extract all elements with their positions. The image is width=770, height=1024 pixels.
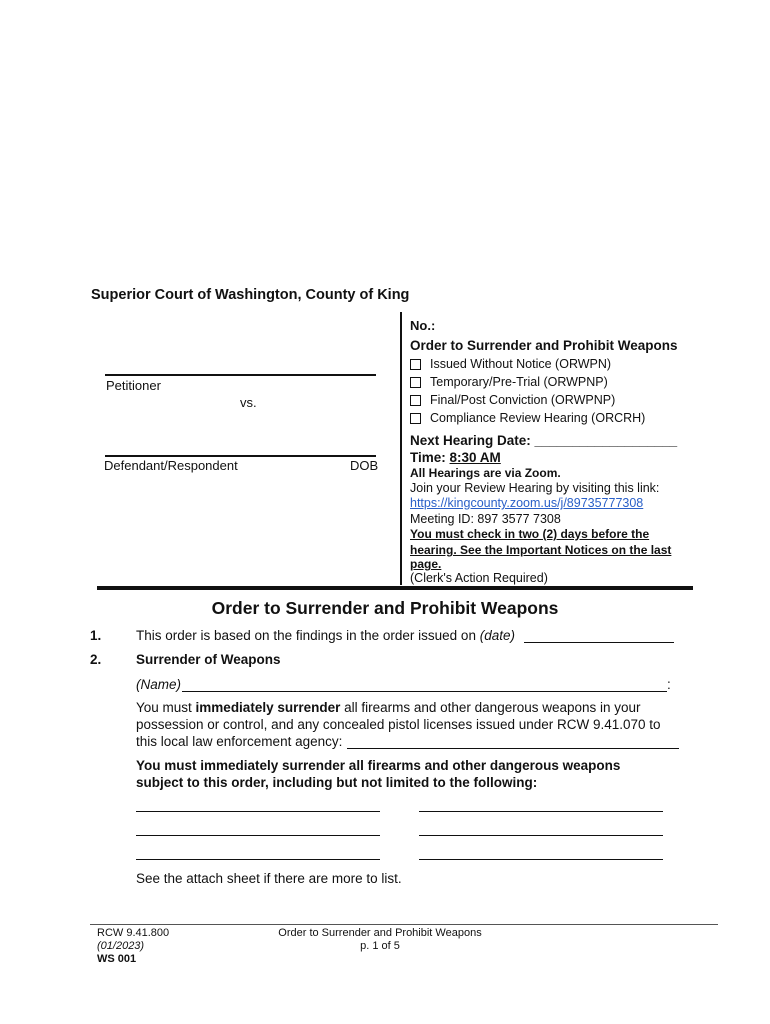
option-label: Issued Without Notice (ORWPN) (430, 357, 612, 371)
option-orwpnp-temporary[interactable] (410, 375, 608, 389)
option-label: Compliance Review Hearing (ORCRH) (430, 411, 646, 425)
agency-field[interactable] (347, 748, 679, 749)
option-orcrh[interactable] (410, 411, 645, 425)
weapons-list-intro-line1: You must immediately surrender all firearms and other dangerous weapons (136, 758, 621, 773)
footer-form-number: WS 001 (97, 953, 137, 965)
weapon-field-2[interactable] (419, 811, 663, 812)
text: all firearms and other dangerous weapons in your (340, 700, 641, 715)
footer-page: p. 1 of 5 (360, 940, 400, 952)
emphasis: immediately surrender (195, 700, 341, 715)
join-text: Join your Review Hearing by visiting this link: (410, 481, 660, 495)
vs-label: vs. (240, 395, 257, 410)
next-hearing-date[interactable]: Next Hearing Date: ___________________ (410, 433, 678, 448)
weapon-field-3[interactable] (136, 835, 380, 836)
name-colon: : (667, 677, 671, 692)
section-2-number: 2. (90, 652, 102, 667)
surrender-paragraph-line3: this local law enforcement agency: (136, 734, 343, 749)
hearing-time (410, 450, 501, 465)
option-orwpnp-final[interactable] (410, 393, 615, 407)
clerk-note: (Clerk's Action Required) (410, 571, 548, 585)
weapons-list-intro-line2: subject to this order, including but not limited to the following: (136, 775, 538, 790)
weapon-field-6[interactable] (419, 859, 663, 860)
footer-date: (01/2023) (97, 940, 145, 952)
main-title: Order to Surrender and Prohibit Weapons (211, 598, 559, 618)
surrender-paragraph-line1 (136, 700, 641, 715)
section-1-sentence: This order is based on the findings in the order issued on (136, 628, 480, 643)
option-label: Temporary/Pre-Trial (ORWPNP) (430, 375, 608, 389)
footer-rule (90, 924, 718, 925)
weapon-field-4[interactable] (419, 835, 663, 836)
petitioner-label: Petitioner (106, 378, 161, 393)
weapon-field-1[interactable] (136, 811, 380, 812)
defendant-label: Defendant/Respondent (104, 458, 238, 473)
attach-note: See the attach sheet if there are more to list. (136, 871, 402, 886)
defendant-line[interactable] (105, 455, 376, 457)
checkbox[interactable] (410, 413, 421, 424)
case-number-label: No.: (410, 318, 436, 333)
option-orwpn[interactable] (410, 357, 611, 371)
section-1-text (136, 628, 515, 643)
name-field[interactable] (182, 691, 667, 692)
time-value: 8:30 AM (449, 450, 501, 465)
checkin-notice-line2: hearing. See the Important Notices on the last (410, 543, 672, 557)
footer-title: Order to Surrender and Prohibit Weapons (278, 927, 482, 939)
date-field[interactable] (524, 642, 674, 643)
caption-divider (400, 312, 402, 585)
dob-label: DOB (350, 458, 379, 473)
court-name: Superior Court of Washington, County of King (91, 287, 410, 303)
section-2-heading: Surrender of Weapons (136, 652, 281, 667)
weapon-field-5[interactable] (136, 859, 380, 860)
checkbox[interactable] (410, 377, 421, 388)
checkin-notice-line1: You must check in two (2) days before the (410, 527, 650, 541)
meeting-id: Meeting ID: 897 3577 7308 (410, 512, 561, 526)
section-1-number: 1. (90, 628, 102, 643)
order-title-caption: Order to Surrender and Prohibit Weapons (410, 338, 678, 353)
option-label: Final/Post Conviction (ORWPNP) (430, 393, 616, 407)
checkbox[interactable] (410, 359, 421, 370)
name-label (136, 677, 181, 692)
text: You must (136, 700, 196, 715)
time-label: Time: (410, 450, 450, 465)
caption-bottom-rule (97, 586, 693, 590)
date-label: (date) (479, 628, 515, 643)
zoom-link[interactable]: https://kingcounty.zoom.us/j/89735777308 (410, 496, 644, 510)
checkin-notice-line3: page. (410, 557, 442, 571)
surrender-paragraph-line2: possession or control, and any concealed pistol licenses issued under RCW 9.41.070 to (136, 717, 661, 732)
checkbox[interactable] (410, 395, 421, 406)
petitioner-line[interactable] (105, 374, 376, 376)
zoom-note: All Hearings are via Zoom. (410, 466, 561, 480)
footer-statute: RCW 9.41.800 (97, 927, 170, 939)
name-label-text: (Name) (136, 677, 182, 692)
